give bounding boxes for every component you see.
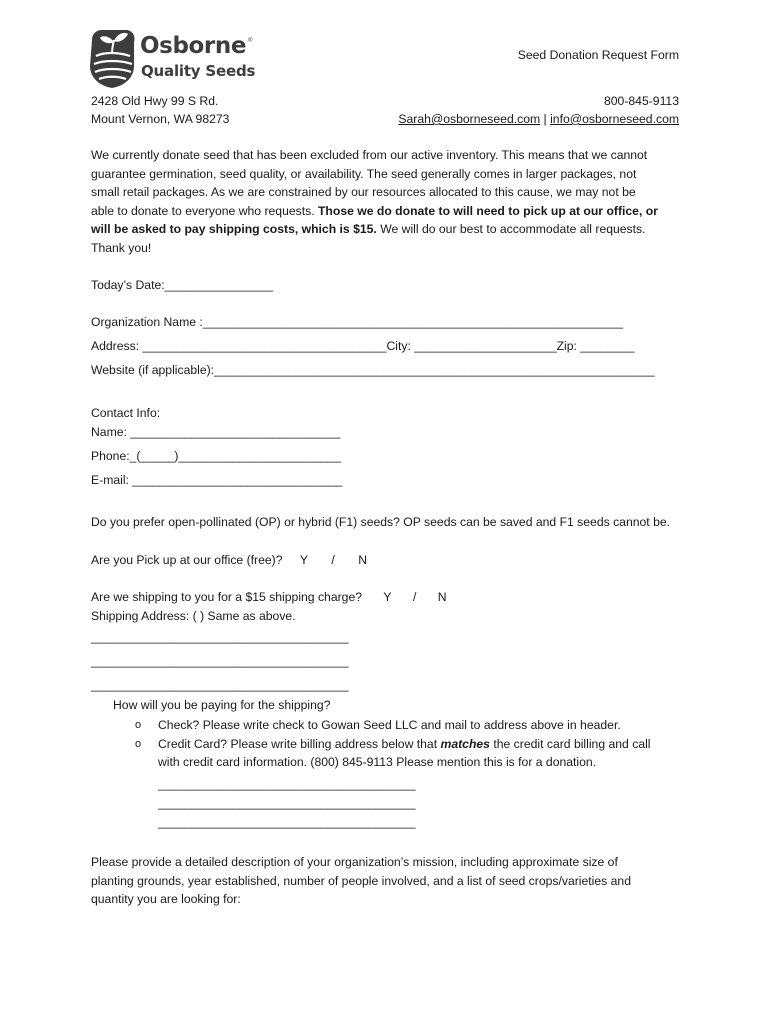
website-field[interactable]: Website (if applicable):_________________________________________________________________ <box>91 363 655 377</box>
organization-name-field[interactable]: Organization Name :______________________________________________________________ <box>91 315 624 329</box>
shipping-no-option[interactable]: N <box>437 590 447 604</box>
company-phone: 800-845-9113 <box>604 94 679 108</box>
shipping-address-line[interactable]: ______________________________________ <box>91 654 349 668</box>
pickup-yes-option[interactable]: Y <box>299 553 309 567</box>
osborne-logo <box>88 26 260 90</box>
address-line-1: 2428 Old Hwy 99 S Rd. <box>91 94 219 108</box>
intro-line: guarantee germination, seed quality, or availability. The seed generally comes in larger packages, not <box>91 166 637 181</box>
intro-text: able to donate to everyone who requests. <box>91 203 318 218</box>
shipping-slash: / <box>412 590 417 604</box>
payment-heading: How will you be paying for the shipping? <box>113 698 331 712</box>
shipping-address-label[interactable]: Shipping Address: ( ) Same as above. <box>91 609 296 623</box>
brand-name: Osborne <box>140 33 247 59</box>
todays-date-field[interactable]: Today’s Date:________________ <box>91 278 274 292</box>
shipping-question <box>91 590 447 604</box>
email-link-sarah[interactable]: Sarah@osborneseed.com <box>398 112 541 126</box>
pickup-no-option[interactable]: N <box>358 553 367 567</box>
address-line-2: Mount Vernon, WA 98273 <box>91 112 230 126</box>
mission-line: Please provide a detailed description of your organization’s mission, including approximate size of <box>91 855 618 869</box>
email-separator: | <box>540 112 551 126</box>
shipping-question-text: Are we shipping to you for a $15 shipping charge? <box>91 590 363 604</box>
trademark-mark: ® <box>248 38 253 44</box>
shipping-yes-option[interactable]: Y <box>383 590 392 604</box>
address-field[interactable]: Address: ____________________________________City: _____________________Zip: ________ <box>91 339 635 353</box>
contact-phone-field[interactable]: Phone:_(_____)________________________ <box>91 449 342 463</box>
contact-info-heading: Contact Info: <box>91 406 161 420</box>
billing-address-line[interactable]: ______________________________________ <box>158 777 416 791</box>
pickup-question-text: Are you Pick up at our office (free)? <box>91 553 283 567</box>
payment-options-list <box>135 716 651 772</box>
card-option-text: the credit card billing and call <box>489 736 651 751</box>
card-payment-option-continued <box>135 753 651 772</box>
card-payment-option <box>135 735 651 754</box>
mission-line: quantity you are looking for: <box>91 892 241 907</box>
intro-thanks: Thank you! <box>91 240 152 255</box>
mission-line: planting grounds, year established, number of people involved, and a list of seed crops/varieties and <box>91 873 631 888</box>
intro-text: We will do our best to accommodate all requests. <box>376 222 646 237</box>
pickup-notice-bold: Those we do donate to will need to pick up at our office, or <box>317 203 658 218</box>
shipping-address-line[interactable]: ______________________________________ <box>91 630 349 644</box>
card-option-text: Credit Card? Please write billing address below that <box>158 736 441 751</box>
shipping-address-line[interactable]: ______________________________________ <box>91 678 349 692</box>
email-link-info[interactable]: info@osborneseed.com <box>550 112 679 126</box>
card-option-text: with credit card information. (800) 845-9113 Please mention this is for a donation. <box>158 755 597 770</box>
check-option-text: Check? Please write check to Gowan Seed LLC and mail to address above in header. <box>158 718 621 732</box>
intro-line <box>91 202 691 221</box>
form-title: Seed Donation Request Form <box>517 48 679 62</box>
intro-line <box>91 220 691 239</box>
contact-name-field[interactable]: Name: _______________________________ <box>91 425 341 439</box>
billing-address-line[interactable]: ______________________________________ <box>158 796 416 810</box>
seedling-emblem-icon <box>88 26 138 90</box>
list-bullet: o <box>135 737 142 750</box>
intro-line: small retail packages. As we are constrained by our resources allocated to this cause, we may not be <box>91 185 636 200</box>
contact-emails <box>398 112 679 126</box>
matches-emphasis: matches <box>440 736 490 751</box>
mission-paragraph <box>91 853 691 909</box>
contact-email-field[interactable]: E-mail: _______________________________ <box>91 473 343 487</box>
pickup-slash: / <box>331 553 335 567</box>
brand-tagline: Quality Seeds <box>141 62 256 80</box>
billing-address-line[interactable]: ______________________________________ <box>158 815 416 829</box>
intro-line: We currently donate seed that has been excluded from our active inventory. This means that we cannot <box>91 148 648 162</box>
shipping-cost-bold: will be asked to pay shipping costs, which is $15. <box>91 222 377 237</box>
seed-type-question: Do you prefer open-pollinated (OP) or hybrid (F1) seeds? OP seeds can be saved and F1 seeds cannot be. <box>91 515 671 529</box>
pickup-question <box>91 553 367 567</box>
check-payment-option <box>135 716 651 735</box>
list-bullet: o <box>135 719 142 731</box>
intro-paragraph <box>91 146 691 258</box>
